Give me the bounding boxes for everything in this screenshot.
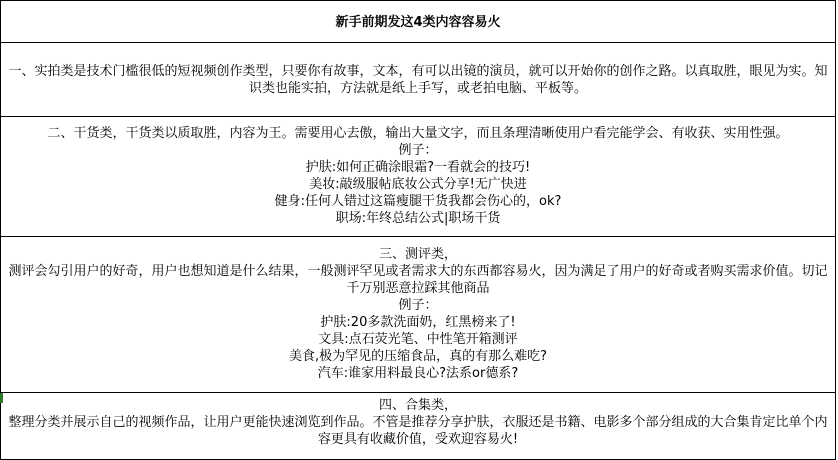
section-reviews [0, 246, 836, 382]
example-item: 美食,极为罕见的压缩食品，真的有那么难吃? [288, 349, 548, 364]
title-text: 新手前期发这4类内容容易火 [335, 15, 501, 30]
section-heading: 二、干货类，干货类以质取胜，内容为王。需要用心去傲，输出大量文字，而且条理清晰使用户看完能学会、有收获、实用性强。 [47, 126, 789, 141]
example-item: 健身:任何人错过这篇瘦腿干货我都会伤心的，ok? [274, 194, 562, 209]
section-heading: 三、测评类， [378, 247, 457, 262]
divider [0, 236, 836, 237]
section-collections [0, 397, 836, 448]
divider [0, 42, 836, 43]
examples-label: 例子： [398, 298, 438, 313]
examples-label: 例子： [398, 143, 438, 158]
example-item: 护肤:20多款洗面奶，红黑榜来了! [320, 315, 516, 330]
section-live-shooting [0, 63, 836, 97]
divider [0, 392, 836, 393]
example-item: 职场:年终总结公式|职场干货 [335, 211, 501, 226]
example-item: 文具:点石荧光笔、中性笔开箱测评 [318, 332, 518, 347]
example-item: 护肤:如何正确涂眼霜?一看就会的技巧! [305, 160, 531, 175]
section-text: 整理分类并展示自己的视频作品，让用户更能快速浏览到作品。不管是推荐分享护肤，衣服还是书籍、电影多个部分组成的大合集肯定比单个内容更具有收藏价值，受欢迎容易火! [8, 415, 828, 447]
table-title [0, 14, 836, 31]
section-text: 测评会勾引用户的好奇，用户也想知道是什么结果，一般测评罕见或者需求大的东西都容易火，因为满足了用户的好奇或者购买需求价值。切记千万别恶意拉踩其他商品 [8, 264, 828, 296]
example-item: 汽车:谁家用料最良心?法系or德系? [317, 366, 519, 381]
section-practical-tips [0, 125, 836, 227]
example-item: 美妆:敲级服帖底妆公式分享!无广快进 [309, 177, 527, 192]
section-text: 一、实拍类是技术门槛很低的短视频创作类型，只要你有故事，文本，有可以出镜的演员，就可以开始你的创作之路。以真取胜，眼见为实。知识类也能实拍，方法就是纸上手写，或老拍电脑、平板等。 [8, 64, 828, 96]
section-heading: 四、合集类， [378, 398, 457, 413]
divider [0, 116, 836, 117]
